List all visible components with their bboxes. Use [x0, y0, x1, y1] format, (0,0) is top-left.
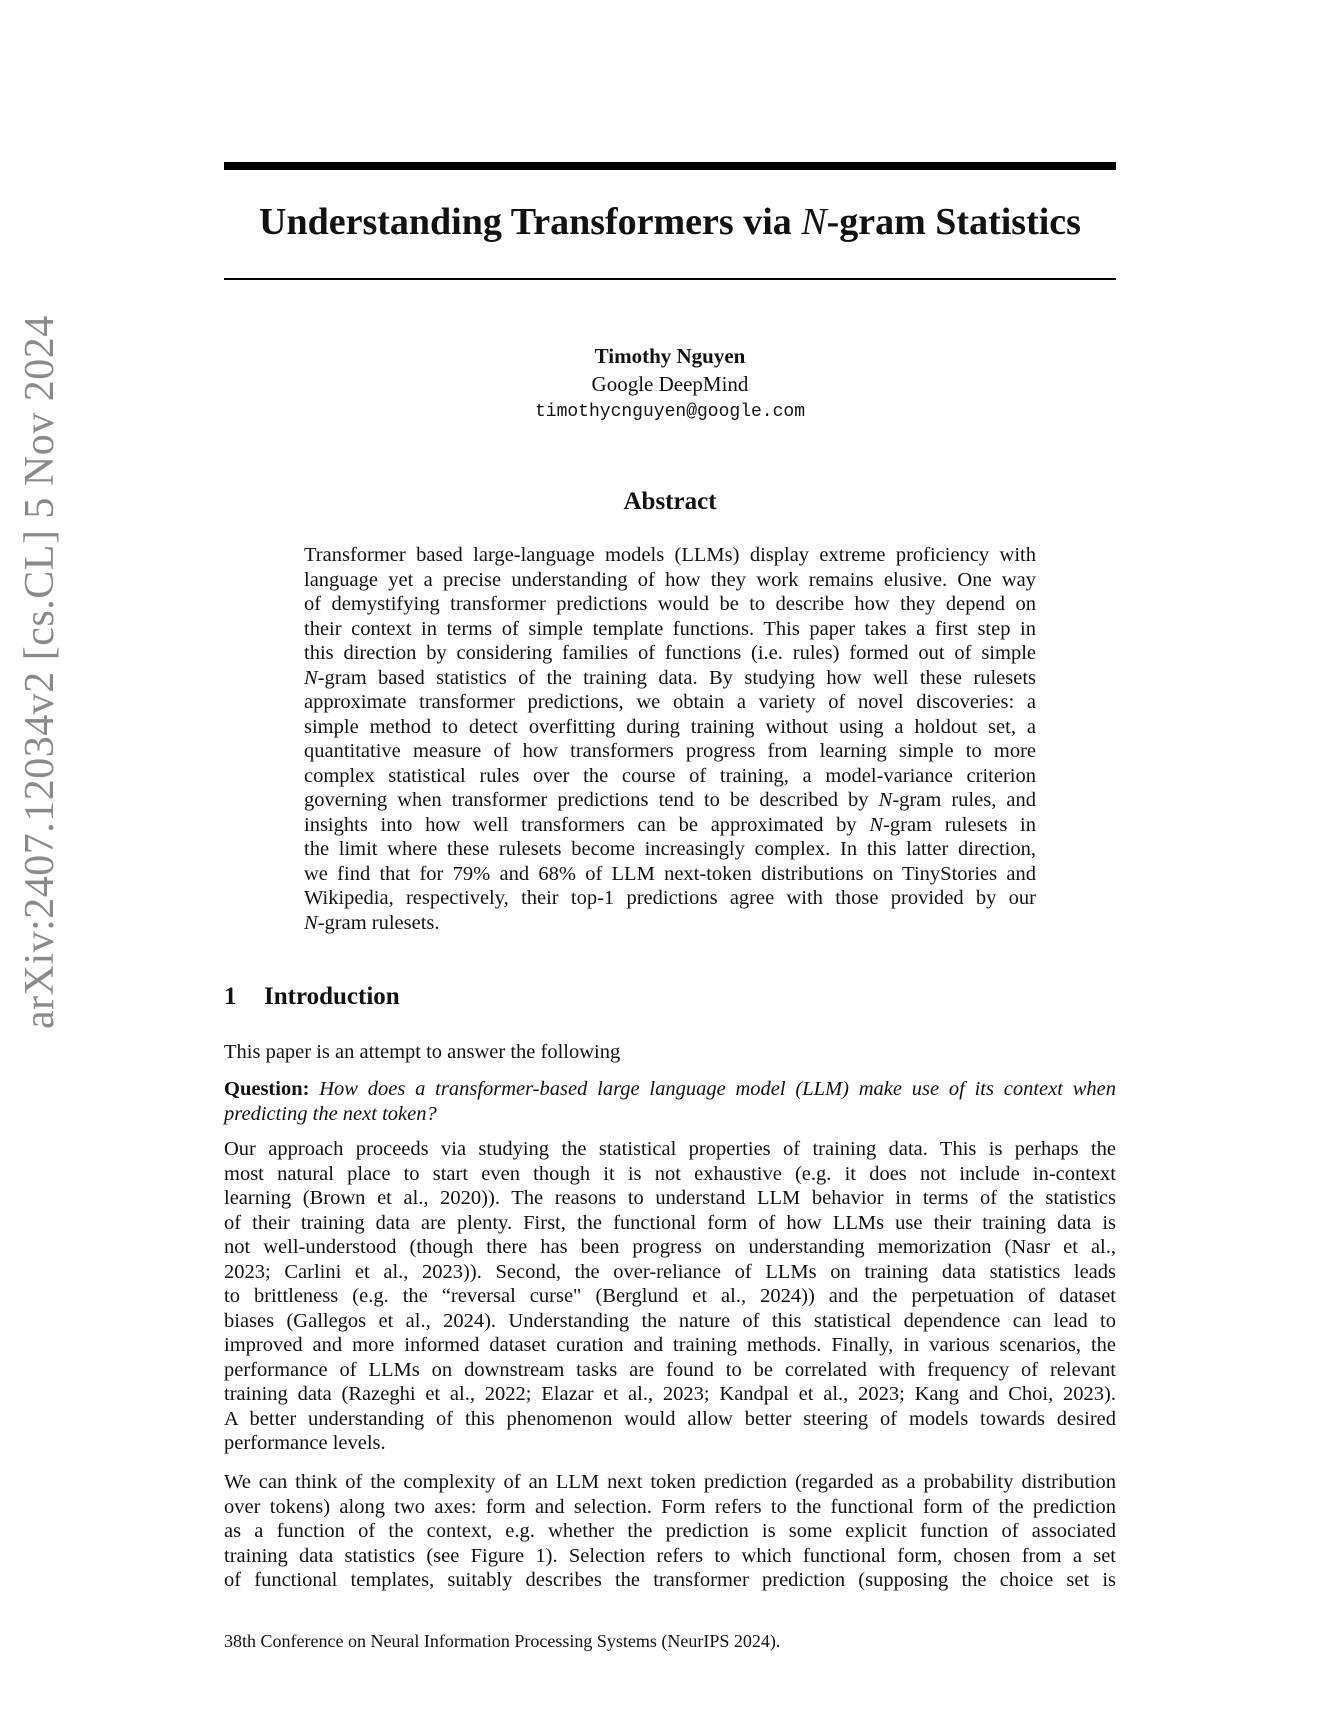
author-email[interactable]: timothycnguyen@google.com: [534, 402, 806, 422]
body-line: [224, 1077, 1116, 1102]
body-line: A better understanding of this phenomenon would allow better steering of models towards desired: [224, 1407, 1116, 1430]
arxiv-side-stamp: arXiv:2407.12034v2 [cs.CL] 5 Nov 2024: [17, 315, 63, 1029]
intro-paragraph: [224, 1040, 1116, 1065]
author-block: [224, 342, 1116, 426]
n-symbol: N: [878, 789, 893, 811]
abstract-line-text: insights into how well transformers can be approximated by: [304, 813, 870, 836]
body-line: This paper is an attempt to answer the following: [224, 1041, 621, 1063]
section-heading-introduction: [224, 981, 400, 1013]
abstract-line: this direction by considering families of functions (i.e. rules) formed out of simple: [304, 642, 1036, 664]
body-line: to brittleness (e.g. the “reversal curse" (Berglund et al., 2024)) and the perpetuation of dataset: [224, 1285, 1116, 1307]
body-line: biases (Gallegos et al., 2024). Understanding the nature of this statistical dependence can lead to: [224, 1309, 1116, 1332]
abstract-line-text: governing when transformer predictions tend to be described by: [304, 789, 879, 811]
abstract-line: Wikipedia, respectively, their top-1 predictions agree with those provided by our: [304, 887, 1036, 909]
question-paragraph: [224, 1077, 1116, 1126]
body-line: performance levels.: [224, 1432, 386, 1454]
abstract-body: [304, 543, 1036, 935]
question-label: Question:: [224, 1078, 310, 1100]
abstract-line: we find that for 79% and 68% of LLM next-token distributions on TinyStories and: [304, 862, 1036, 885]
title-rule-bottom: [224, 278, 1116, 280]
abstract-line-text: -gram rules, and: [892, 789, 1036, 811]
body-line: as a function of the context, e.g. whether the prediction is some explicit function of associated: [224, 1520, 1116, 1542]
abstract-line-text: -gram based statistics of the training data. By studying how well these rulesets: [317, 666, 1036, 689]
title-rule-top: [224, 162, 1116, 170]
question-text: How does a transformer-based large language model (LLM) make use of its context when: [309, 1078, 1116, 1100]
section-number: 1: [224, 983, 237, 1010]
abstract-line: [304, 911, 1036, 936]
abstract-line: [304, 788, 1036, 813]
abstract-heading: Abstract: [623, 488, 717, 515]
abstract-line: complex statistical rules over the course of training, a model-variance criterion: [304, 764, 1036, 787]
abstract-line: language yet a precise understanding of how they work remains elusive. One way: [304, 568, 1036, 591]
body-line: not well-understood (though there has been progress on understanding memorization (Nasr et al.,: [224, 1236, 1116, 1258]
n-symbol: N: [304, 666, 318, 689]
body-line: improved and more informed dataset curation and training methods. Finally, in various scenarios, the: [224, 1334, 1116, 1356]
n-symbol: N: [304, 911, 318, 934]
author-affiliation: Google DeepMind: [591, 372, 749, 396]
title-var: N: [801, 201, 827, 243]
paper-title: [224, 198, 1116, 246]
abstract-line: approximate transformer predictions, we obtain a variety of novel discoveries: a: [304, 691, 1036, 713]
body-line: performance of LLMs on downstream tasks are found to be correlated with frequency of relevant: [224, 1358, 1116, 1381]
body-line: learning (Brown et al., 2020)). The reasons to understand LLM behavior in terms of the statistics: [224, 1187, 1116, 1209]
title-post: -gram Statistics: [826, 201, 1081, 243]
body-line: training data (Razeghi et al., 2022; Elazar et al., 2023; Kandpal et al., 2023; Kang and Choi, 2023).: [224, 1383, 1116, 1405]
section-title: Introduction: [264, 983, 400, 1010]
abstract-line: simple method to detect overfitting during training without using a holdout set, a: [304, 715, 1036, 738]
complexity-paragraph: [224, 1470, 1116, 1593]
body-line: 2023; Carlini et al., 2023)). Second, the over-reliance of LLMs on training data statistics leads: [224, 1260, 1116, 1283]
body-line: of their training data are plenty. First, the functional form of how LLMs use their training data is: [224, 1211, 1116, 1234]
body-line: predicting the next token?: [224, 1102, 437, 1125]
body-line: over tokens) along two axes: form and selection. Form refers to the functional form of the prediction: [224, 1495, 1116, 1518]
approach-paragraph: [224, 1137, 1116, 1456]
abstract-line: [304, 666, 1036, 691]
abstract-line: quantitative measure of how transformers progress from learning simple to more: [304, 740, 1036, 762]
abstract-line-text: -gram rulesets in: [883, 813, 1036, 836]
title-pre: Understanding Transformers via: [259, 201, 802, 243]
abstract-line: [304, 813, 1036, 838]
body-line: most natural place to start even though it is not exhaustive (e.g. it does not include in-context: [224, 1162, 1116, 1185]
author-name: Timothy Nguyen: [594, 344, 746, 368]
body-line: We can think of the complexity of an LLM next token prediction (regarded as a probability distribution: [224, 1471, 1116, 1493]
n-symbol: N: [869, 813, 884, 836]
abstract-line: their context in terms of simple template functions. This paper takes a first step in: [304, 617, 1036, 640]
abstract-line-text: -gram rulesets.: [317, 911, 440, 934]
body-line: of functional templates, suitably describes the transformer prediction (supposing the choice set is: [224, 1569, 1116, 1591]
conference-footnote: 38th Conference on Neural Information Processing Systems (NeurIPS 2024).: [224, 1631, 781, 1651]
abstract-line: Transformer based large-language models (LLMs) display extreme proficiency with: [304, 544, 1036, 566]
abstract-line: the limit where these rulesets become increasingly complex. In this latter direction,: [304, 838, 1036, 860]
abstract-line: of demystifying transformer predictions would be to describe how they depend on: [304, 593, 1036, 615]
body-line: training data statistics (see Figure 1). Selection refers to which functional form, chosen from a set: [224, 1544, 1116, 1567]
body-line: Our approach proceeds via studying the statistical properties of training data. This is perhaps the: [224, 1138, 1116, 1160]
